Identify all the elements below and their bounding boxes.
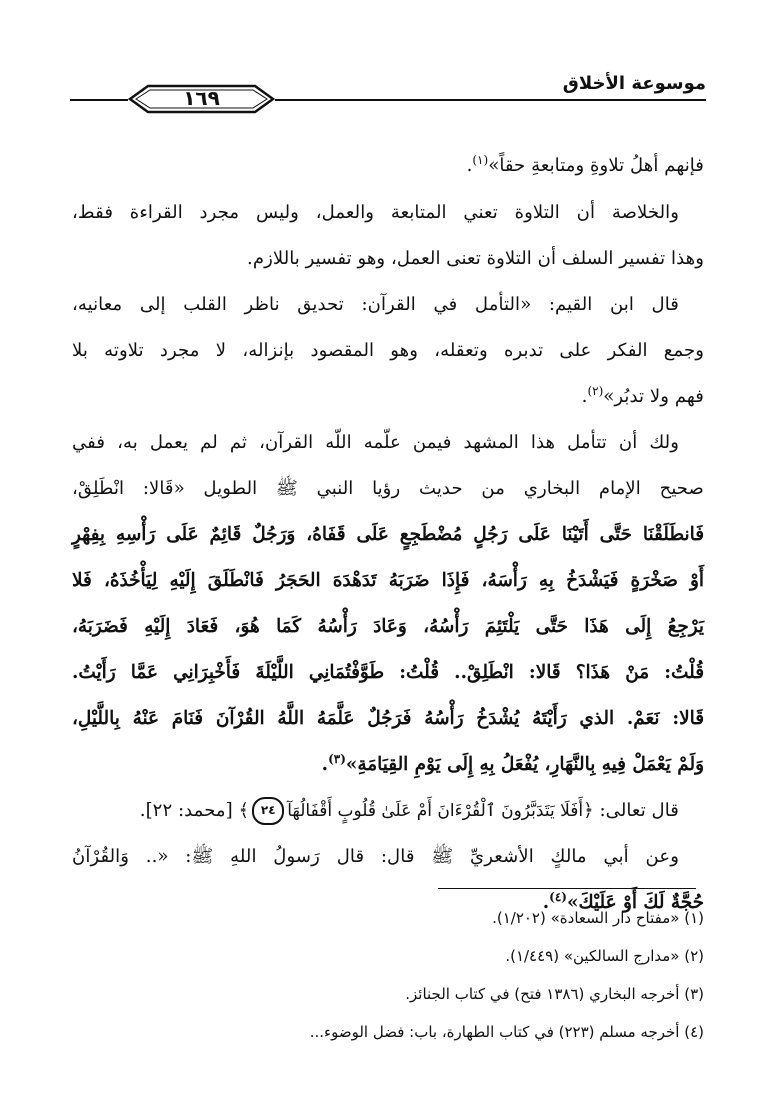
book-title: موسوعة الأخلاق — [562, 73, 706, 94]
page-number: ١٦٩ — [183, 86, 220, 110]
body-line: قال ابن القيم: «التأمل في القرآن: تحديق ناظر القلب إلى معانيه، — [72, 294, 679, 315]
hadith-line: قَالا: نَعَمْ. الذي رَأَيْتَهُ يُشْدَخُ رَأْسُهُ فَرَجُلٌ عَلَّمَهُ اللَّهُ القُرْآنَ فَنَامَ عَنْهُ بِاللَّيْلِ، — [72, 708, 704, 729]
quran-reference: ﴾ [محمد: ٢٢]. — [139, 800, 250, 821]
hadith-line: قُلْتُ: مَنْ هَذَا؟ قَالا: انْطَلِقْ.. قُلْتُ: طَوَّفْتُمَانِي اللَّيْلَةَ فَأَخْبِرَانِي عَمَّا رَأَيْتُ. — [72, 662, 704, 683]
header-rule-left — [70, 99, 128, 101]
body-text: فإنهم أهلُ تلاوةِ ومتابعةِ حقاً» — [488, 155, 704, 176]
body-line: صحيح الإمام البخاري من حديث رؤيا النبي ﷺ الطويل «قَالا: انْطَلِقْ، — [72, 478, 704, 499]
quran-verse: أَفَلَا يَتَدَبَّرُونَ ٱلْقُرْءَانَ أَمْ عَلَىٰ قُلُوبٍ أَقْفَالُهَآ — [287, 801, 584, 821]
body-text: وَلَمْ يَعْمَلْ فِيهِ بِالنَّهَارِ، يُفْعَلُ بِهِ إِلَى يَوْمِ القِيَامَةِ» — [345, 754, 704, 775]
hadith-line: أَوْ صَخْرَةٍ فَيَشْدَخُ بِهِ رَأْسَهُ، فَإِذَا ضَرَبَهُ تَدَهْدَهَ الحَجَرُ فَانْطَلَقَ إِلَيْهِ لِيَأْخُذَهُ، فَلا — [72, 570, 704, 591]
footnote-reference: (٢) — [587, 384, 604, 398]
footnote-divider — [438, 888, 696, 889]
footnote-reference: (١) — [472, 153, 489, 167]
body-line — [72, 150, 704, 183]
body-line: ولك أن تتأمل هذا المشهد فيمن علّمه اللّه القرآن، ثم لم يعمل به، ففي — [72, 432, 679, 453]
footnote-reference: (٣) — [328, 752, 346, 766]
body-punctuation: . — [466, 155, 473, 176]
hadith-line: فَانطَلَقْنَا حَتَّى أَتَيْنَا عَلَى رَجُلٍ مُضْطَجِعٍ عَلَى قَفَاهُ، وَرَجُلٌ قَائِمٌ عَلَى رَأْسِهِ بِفِهْرٍ — [72, 524, 704, 545]
hadith-line — [72, 749, 704, 782]
footnote-item: (٢) «مدارج السالكين» (١/٤٤٩). — [505, 947, 704, 965]
quran-prefix: قال تعالى: ﴿ — [583, 800, 679, 821]
page-header — [70, 70, 706, 114]
body-line: وهذا تفسير السلف أن التلاوة تعنى العمل، وهو تفسير باللازم. — [247, 248, 704, 269]
header-rule-right — [275, 99, 706, 101]
footnote-item: (٣) أخرجه البخاري (١٣٨٦ فتح) في كتاب الجنائز. — [405, 985, 704, 1003]
footnote-item: (٤) أخرجه مسلم (٢٢٣) في كتاب الطهارة، باب: فضل الوضوء... — [309, 1023, 704, 1041]
body-line: وعن أبي مالكٍ الأشعريِّ ﷺ قال: قال رَسولُ اللهِ ﷺ: «.. وَالقُرْآنُ — [72, 846, 679, 867]
page-number-frame — [128, 79, 275, 119]
footnote-reference: (٤) — [549, 890, 567, 904]
quran-citation-line — [72, 795, 704, 827]
body-punctuation: . — [542, 892, 550, 913]
footnote-item: (١) «مفتاح دار السعادة» (١/٢٠٢). — [492, 909, 704, 927]
ayah-number-icon: ٢٤ — [252, 797, 284, 825]
hadith-line: يَرْجِعُ إِلَى هَذَا حَتَّى يَلْتَئِمَ رَأْسُهُ، وَعَادَ رَأْسُهُ كَمَا هُوَ، فَعَادَ إِلَيْهِ فَضَرَبَهُ، — [72, 616, 704, 637]
body-punctuation: . — [321, 754, 329, 775]
body-text: فهم ولا تدبُر» — [603, 386, 704, 407]
body-punctuation: . — [581, 386, 588, 407]
body-text: حُجَّةٌ لَكَ أَوْ عَلَيْكَ» — [566, 892, 704, 913]
body-line — [72, 381, 704, 414]
body-line: والخلاصة أن التلاوة تعني المتابعة والعمل، وليس مجرد القراءة فقط، — [72, 202, 679, 223]
body-line: وجمع الفكر على تدبره وتعقله، وهو المقصود بإنزاله، لا مجرد تلاوته بلا — [72, 340, 704, 361]
